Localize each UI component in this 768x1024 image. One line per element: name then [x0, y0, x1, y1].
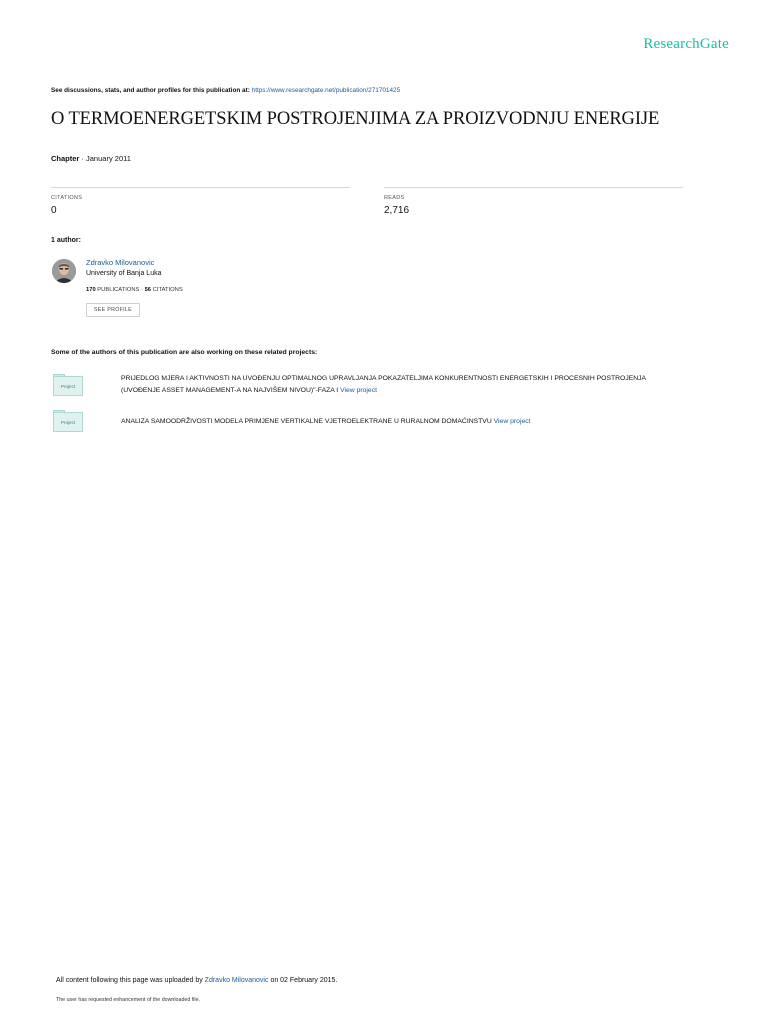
reads-label: READS: [384, 195, 405, 201]
publication-type: Chapter: [51, 154, 80, 163]
uploader-link[interactable]: Zdravko Milovanovic: [204, 977, 269, 984]
citations-label: CITATIONS: [51, 195, 83, 201]
project-icon-label: Project: [53, 376, 83, 396]
author-citations-count: 56: [144, 287, 152, 293]
author-stats: [86, 287, 183, 293]
project-title-line2-row: [121, 385, 646, 397]
project-item: [121, 373, 646, 397]
reads-value: 2,716: [384, 205, 410, 216]
author-stats-separator: ·: [141, 287, 143, 293]
see-profile-button[interactable]: SEE PROFILE: [86, 303, 140, 317]
author-publications-count: 170: [86, 287, 96, 293]
enhancement-note: The user has requested enhancement of the downloaded file.: [56, 997, 200, 1003]
citations-divider: [51, 187, 350, 188]
upload-prefix: All content following this page was uploaded by: [56, 977, 203, 984]
author-publications-label: PUBLICATIONS: [97, 287, 140, 293]
publication-meta: [51, 154, 131, 163]
project-title-line2: (UVOĐENJE ASSET MANAGEMENT-A NA NAJVIŠEM NIVOU)"-FAZA I: [121, 387, 339, 394]
project-icon-label: Project: [53, 412, 83, 432]
view-project-link[interactable]: View project: [340, 387, 377, 394]
author-name-link[interactable]: Zdravko Milovanovic: [86, 258, 155, 267]
authors-heading: 1 author:: [51, 237, 81, 244]
publication-title: O TERMOENERGETSKIM POSTROJENJIMA ZA PROIZVODNJU ENERGIJE: [51, 109, 660, 129]
discussion-line: [51, 87, 400, 94]
publication-url-link[interactable]: https://www.researchgate.net/publication/271701425: [251, 87, 401, 94]
author-citations-label: CITATIONS: [152, 287, 183, 293]
view-project-link[interactable]: View project: [493, 418, 531, 425]
project-folder-icon[interactable]: [53, 374, 83, 396]
publication-date-separator: ·: [79, 154, 87, 163]
upload-notice: [56, 977, 337, 984]
author-institution: University of Banja Luka: [86, 270, 162, 277]
discussion-lead: See discussions, stats, and author profiles for this publication at:: [51, 87, 250, 94]
citations-value: 0: [51, 205, 57, 216]
project-folder-icon[interactable]: [53, 410, 83, 432]
publication-date: January 2011: [86, 154, 131, 163]
project-title-line1: PRIJEDLOG MJERA I AKTIVNOSTI NA UVOĐENJU OPTIMALNOG UPRAVLJANJA POKAZATELJIMA KONKURENTNOSTI ENERGETSKIH I PROCESNIH POSTROJENJA: [121, 375, 647, 382]
project-item: [121, 416, 531, 428]
person-icon: [52, 259, 76, 283]
researchgate-logo[interactable]: ResearchGate: [643, 36, 729, 52]
project-title-line1: ANALIZA SAMOODRŽIVOSTI MODELA PRIMJENE VERTIKALNE VJETROELEKTRANE U RURALNOM DOMAĆINSTVU: [121, 418, 492, 425]
upload-suffix: on 02 February 2015.: [270, 977, 338, 984]
related-projects-heading: Some of the authors of this publication are also working on these related projects:: [51, 349, 318, 356]
author-avatar[interactable]: [52, 259, 76, 283]
reads-divider: [384, 187, 683, 188]
